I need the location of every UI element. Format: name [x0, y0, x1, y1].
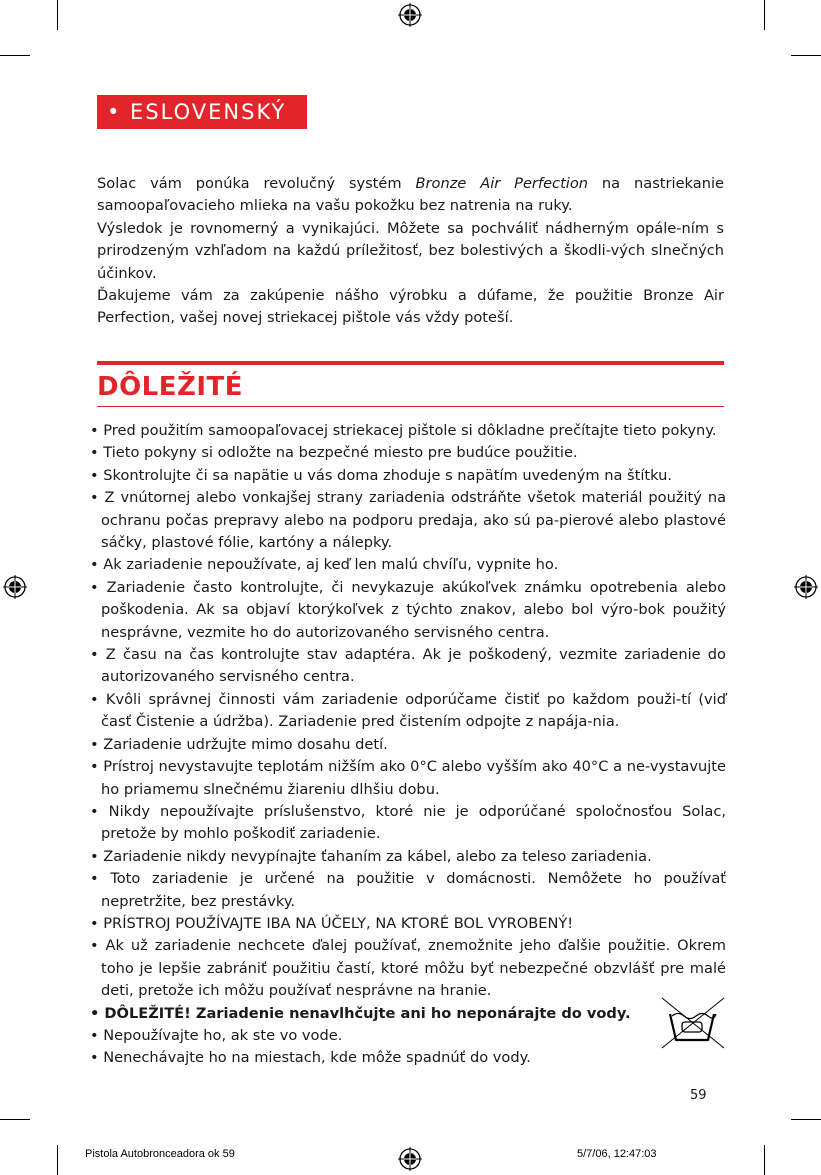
list-item: • Kvôli správnej činnosti vám zariadenie odporúčame čistiť po každom použi-tí (viď časť Čistenie a údržba). Zariadenie pred čistením odpojte z napája-nia.	[90, 689, 726, 734]
list-item: • Skontrolujte či sa napätie u vás doma zhoduje s napätím uvedeným na štítku.	[90, 465, 726, 487]
list-item: • Pred použitím samoopaľovacej striekacej pištole si dôkladne prečítajte tieto pokyny.	[90, 420, 726, 442]
list-item: • PRÍSTROJ POUŽÍVAJTE IBA NA ÚČELY, NA KTORÉ BOL VYROBENÝ!	[90, 913, 726, 935]
crop-mark	[764, 1145, 765, 1175]
crop-mark	[0, 55, 30, 56]
list-item: • Ak zariadenie nepoužívate, aj keď len malú chvíľu, vypnite ho.	[90, 554, 726, 576]
list-item: • Nenechávajte ho na miestach, kde môže spadnúť do vody.	[90, 1047, 726, 1069]
list-item: • Nikdy nepoužívajte príslušenstvo, ktoré nie je odporúčané spoločnosťou Solac, pretože by mohlo poškodiť zariadenie.	[90, 801, 726, 846]
list-item: • Zariadenie udržujte mimo dosahu detí.	[90, 734, 726, 756]
registration-mark-icon	[793, 574, 819, 600]
crop-mark	[791, 1119, 821, 1120]
page-number: 59	[690, 1088, 707, 1103]
footer-slug-right: 5/7/06, 12:47:03	[577, 1148, 657, 1160]
crop-mark	[57, 1145, 58, 1175]
list-item: • Ak už zariadenie nechcete ďalej používať, znemožnite jeho ďalšie použitie. Okrem toho je lepšie zabrániť použitiu častí, ktoré môžu byť nebezpečné obzvlášť pre malé deti, pretože ich môžu používať nesprávne na hranie.	[90, 935, 726, 1002]
crop-mark	[0, 1119, 30, 1120]
list-item: • Z času na čas kontrolujte stav adaptéra. Ak je poškodený, vezmite zariadenie do autorizovaného servisného centra.	[90, 644, 726, 689]
list-item: • Tieto pokyny si odložte na bezpečné miesto pre budúce použitie.	[90, 442, 726, 464]
heading-underline	[97, 406, 724, 407]
registration-mark-icon	[2, 574, 28, 600]
list-item: • Z vnútornej alebo vonkajšej strany zariadenia odstráňte všetok materiál použitý na ochranu počas prepravy alebo na podporu predaja, ako sú pa-pierové alebo plastové sáčky, plastové fólie, kartóny a nálepky.	[90, 487, 726, 554]
list-item: • Nepoužívajte ho, ak ste vo vode.	[90, 1025, 726, 1047]
registration-mark-icon	[397, 1146, 423, 1172]
crop-mark	[57, 0, 58, 30]
crop-mark	[764, 0, 765, 30]
footer-slug-left: Pistola Autobronceadora ok 59	[85, 1148, 235, 1160]
safety-list	[90, 420, 726, 1070]
language-tab: • ESLOVENSKÝ	[97, 95, 307, 129]
registration-mark-icon	[397, 2, 423, 28]
section-rule	[97, 361, 724, 365]
list-item: • Zariadenie nikdy nevypínajte ťahaním za kábel, alebo za teleso zariadenia.	[90, 846, 726, 868]
intro-text	[97, 173, 724, 330]
no-immersion-icon	[660, 996, 726, 1050]
list-item-warning: • DÔLEŽITÉ! Zariadenie nenavlhčujte ani ho neponárajte do vody.	[90, 1003, 726, 1025]
intro-paragraph: Ďakujeme vám za zakúpenie nášho výrobku a dúfame, že použitie Bronze Air Perfection, vašej novej striekacej pištole vás vždy poteší.	[97, 287, 724, 327]
list-item: • Prístroj nevystavujte teplotám nižším ako 0°C alebo vyšším ako 40°C a ne-vystavujte ho priamemu slnečnému žiareniu dlhšiu dobu.	[90, 756, 726, 801]
intro-paragraph: Solac vám ponúka revolučný systém Bronze Air Perfection na nastriekanie samoopaľovacieho mlieka na vašu pokožku bez natrenia na ruky.	[97, 175, 724, 215]
intro-paragraph: Výsledok je rovnomerný a vynikajúci. Môžete sa pochváliť nádherným opále-ním s prirodzeným vzhľadom na každú príležitosť, bez bolestivých a škodli-vých slnečných účinkov.	[97, 219, 724, 282]
list-item: • Toto zariadenie je určené na použitie v domácnosti. Nemôžete ho používať nepretržite, bez prestávky.	[90, 868, 726, 913]
product-name: Bronze Air Perfection	[415, 175, 589, 192]
crop-mark	[791, 55, 821, 56]
list-item: • Zariadenie často kontrolujte, či nevykazuje akúkoľvek známku opotrebenia alebo poškodenia. Ak sa objaví ktorýkoľvek z týchto znakov, alebo bol výro-bok použitý nesprávne, vezmite ho do autorizovaného servisného centra.	[90, 577, 726, 644]
important-heading: DÔLEŽITÉ	[97, 372, 244, 402]
